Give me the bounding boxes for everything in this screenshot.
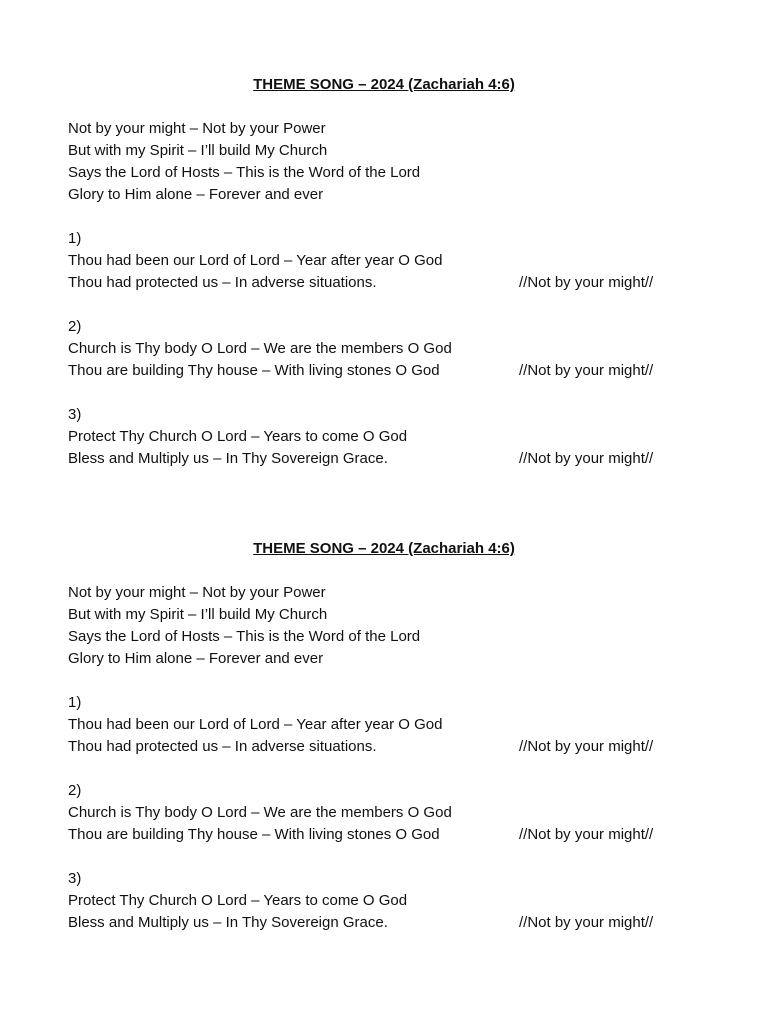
verse-number: 1) xyxy=(68,230,82,247)
verse-line-text: Thou had protected us – In adverse situations. xyxy=(68,274,377,291)
verse-line-text: Thou are building Thy house – With living stones O God xyxy=(68,826,440,843)
verse-line-with-refrain xyxy=(68,824,708,846)
verse-number: 2) xyxy=(68,318,82,335)
refrain-marker: //Not by your might// xyxy=(519,738,654,755)
refrain-marker: //Not by your might// xyxy=(519,450,654,467)
verse-line: Protect Thy Church O Lord – Years to come O God xyxy=(68,428,408,445)
verse-line: Church is Thy body O Lord – We are the members O God xyxy=(68,804,452,821)
verse-number: 2) xyxy=(68,782,82,799)
song-title: THEME SONG – 2024 (Zachariah 4:6) xyxy=(253,540,515,557)
verse-line-with-refrain xyxy=(68,448,708,470)
chorus-line: But with my Spirit – I’ll build My Church xyxy=(68,606,328,623)
chorus-line: Glory to Him alone – Forever and ever xyxy=(68,186,324,203)
verse-line-text: Bless and Multiply us – In Thy Sovereign Grace. xyxy=(68,914,388,931)
verse-line-text: Thou are building Thy house – With living stones O God xyxy=(68,362,440,379)
chorus-line: Glory to Him alone – Forever and ever xyxy=(68,650,324,667)
verse-number: 3) xyxy=(68,406,82,423)
song-title: THEME SONG – 2024 (Zachariah 4:6) xyxy=(253,76,515,93)
chorus-line: Not by your might – Not by your Power xyxy=(68,584,326,601)
verse-line-with-refrain xyxy=(68,736,708,758)
refrain-marker: //Not by your might// xyxy=(519,826,654,843)
chorus-line: Not by your might – Not by your Power xyxy=(68,120,326,137)
theme-song-block xyxy=(68,538,708,934)
refrain-marker: //Not by your might// xyxy=(519,914,654,931)
refrain-marker: //Not by your might// xyxy=(519,274,654,291)
verse-number: 3) xyxy=(68,870,82,887)
verse-line: Thou had been our Lord of Lord – Year after year O God xyxy=(68,716,443,733)
refrain-marker: //Not by your might// xyxy=(519,362,654,379)
chorus-line: Says the Lord of Hosts – This is the Word of the Lord xyxy=(68,628,421,645)
verse-line: Protect Thy Church O Lord – Years to come O God xyxy=(68,892,408,909)
verse-line-text: Bless and Multiply us – In Thy Sovereign Grace. xyxy=(68,450,388,467)
verse-line-with-refrain xyxy=(68,912,708,934)
verse-line: Thou had been our Lord of Lord – Year after year O God xyxy=(68,252,443,269)
chorus-line: But with my Spirit – I’ll build My Church xyxy=(68,142,328,159)
verse-line-with-refrain xyxy=(68,360,708,382)
chorus-line: Says the Lord of Hosts – This is the Word of the Lord xyxy=(68,164,421,181)
theme-song-block xyxy=(68,74,708,470)
verse-line-with-refrain xyxy=(68,272,708,294)
verse-number: 1) xyxy=(68,694,82,711)
verse-line: Church is Thy body O Lord – We are the members O God xyxy=(68,340,452,357)
verse-line-text: Thou had protected us – In adverse situations. xyxy=(68,738,377,755)
